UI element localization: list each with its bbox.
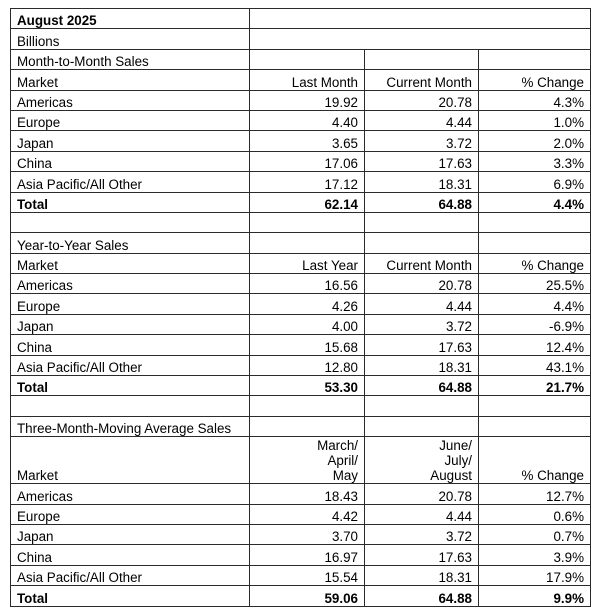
total-label: Total (11, 376, 250, 396)
header-line: April/ (327, 453, 358, 469)
curr-value-cell: 4.44 (365, 294, 479, 314)
empty-cell (479, 396, 591, 416)
market-cell: Japan (11, 131, 250, 151)
table-row (11, 355, 591, 375)
spacer-row (11, 396, 591, 416)
total-prev-value: 53.30 (250, 376, 365, 396)
prev-value-cell: 12.80 (250, 355, 365, 375)
total-curr-value: 64.88 (365, 192, 479, 212)
report-title-row (11, 9, 591, 29)
header-line: June/ (439, 438, 472, 454)
total-pct-change: 9.9% (479, 586, 591, 606)
prev-value-cell: 4.42 (250, 504, 365, 524)
header-line: July/ (444, 453, 472, 469)
empty-cell (365, 416, 479, 436)
pct-change-cell: 4.3% (479, 90, 591, 110)
column-header-pct-change: % Change (479, 253, 591, 273)
pct-change-cell: 17.9% (479, 565, 591, 585)
market-cell: Americas (11, 90, 250, 110)
curr-value-cell: 18.31 (365, 172, 479, 192)
section-title-three-month-average: Three-Month-Moving Average Sales (11, 416, 250, 436)
total-curr-value: 64.88 (365, 586, 479, 606)
total-pct-change: 4.4% (479, 192, 591, 212)
empty-cell (479, 233, 591, 253)
market-cell: Asia Pacific/All Other (11, 355, 250, 375)
spacer-row (11, 212, 591, 232)
column-header-row (11, 437, 591, 484)
empty-cell (365, 233, 479, 253)
total-pct-change: 21.7% (479, 376, 591, 396)
column-header-row (11, 70, 591, 90)
section-title-month-to-month: Month-to-Month Sales (11, 49, 250, 69)
pct-change-cell: 0.7% (479, 524, 591, 544)
curr-value-cell: 20.78 (365, 484, 479, 504)
curr-value-cell: 18.31 (365, 565, 479, 585)
table-row (11, 172, 591, 192)
total-row (11, 586, 591, 606)
pct-change-cell: 3.9% (479, 545, 591, 565)
market-cell: Japan (11, 524, 250, 544)
prev-value-cell: 15.68 (250, 335, 365, 355)
total-prev-value: 59.06 (250, 586, 365, 606)
table-row (11, 484, 591, 504)
header-line: August (430, 468, 472, 484)
total-row (11, 192, 591, 212)
total-row (11, 376, 591, 396)
pct-change-cell: 6.9% (479, 172, 591, 192)
empty-cell (250, 416, 365, 436)
prev-value-cell: 17.06 (250, 151, 365, 171)
table-row (11, 524, 591, 544)
table-row (11, 90, 591, 110)
market-cell: China (11, 151, 250, 171)
empty-cell (11, 212, 250, 232)
section-title-row (11, 49, 591, 69)
table-row (11, 314, 591, 334)
empty-cell (479, 212, 591, 232)
section-title-row (11, 416, 591, 436)
pct-change-cell: 12.7% (479, 484, 591, 504)
table-row (11, 131, 591, 151)
prev-value-cell: 15.54 (250, 565, 365, 585)
pct-change-cell: 12.4% (479, 335, 591, 355)
market-cell: Europe (11, 110, 250, 130)
column-header-current-month: Current Month (365, 70, 479, 90)
empty-cell (479, 49, 591, 69)
prev-value-cell: 16.97 (250, 545, 365, 565)
curr-value-cell: 20.78 (365, 274, 479, 294)
curr-value-cell: 17.63 (365, 151, 479, 171)
section-title-year-to-year: Year-to-Year Sales (11, 233, 250, 253)
curr-value-cell: 3.72 (365, 524, 479, 544)
market-cell: Americas (11, 484, 250, 504)
curr-value-cell: 17.63 (365, 335, 479, 355)
column-header-row (11, 253, 591, 273)
header-line: March/ (317, 438, 358, 454)
sales-report-table (10, 8, 591, 607)
empty-cell (250, 396, 365, 416)
prev-value-cell: 4.40 (250, 110, 365, 130)
pct-change-cell: 2.0% (479, 131, 591, 151)
pct-change-cell: 0.6% (479, 504, 591, 524)
market-cell: Japan (11, 314, 250, 334)
curr-value-cell: 17.63 (365, 545, 479, 565)
table-row (11, 565, 591, 585)
column-header-last-year: Last Year (250, 253, 365, 273)
table-row (11, 504, 591, 524)
table-row (11, 294, 591, 314)
prev-value-cell: 4.26 (250, 294, 365, 314)
empty-cell (250, 212, 365, 232)
market-cell: Asia Pacific/All Other (11, 565, 250, 585)
table-row (11, 335, 591, 355)
market-cell: China (11, 545, 250, 565)
market-cell: Americas (11, 274, 250, 294)
pct-change-cell: 25.5% (479, 274, 591, 294)
empty-cell (250, 29, 591, 49)
table-row (11, 274, 591, 294)
prev-value-cell: 18.43 (250, 484, 365, 504)
column-header-market: Market (11, 70, 250, 90)
prev-value-cell: 17.12 (250, 172, 365, 192)
total-prev-value: 62.14 (250, 192, 365, 212)
market-cell: China (11, 335, 250, 355)
column-header-prev-period (250, 437, 365, 484)
prev-value-cell: 16.56 (250, 274, 365, 294)
column-header-market: Market (11, 437, 250, 484)
curr-value-cell: 3.72 (365, 131, 479, 151)
empty-cell (365, 396, 479, 416)
curr-value-cell: 4.44 (365, 110, 479, 130)
pct-change-cell: 1.0% (479, 110, 591, 130)
table-row (11, 151, 591, 171)
column-header-current-month: Current Month (365, 253, 479, 273)
total-curr-value: 64.88 (365, 376, 479, 396)
empty-cell (250, 233, 365, 253)
curr-value-cell: 3.72 (365, 314, 479, 334)
curr-value-cell: 4.44 (365, 504, 479, 524)
column-header-market: Market (11, 253, 250, 273)
column-header-pct-change: % Change (479, 70, 591, 90)
unit-row (11, 29, 591, 49)
header-line: May (332, 468, 358, 484)
column-header-curr-period (365, 437, 479, 484)
curr-value-cell: 18.31 (365, 355, 479, 375)
pct-change-cell: 3.3% (479, 151, 591, 171)
market-cell: Europe (11, 504, 250, 524)
prev-value-cell: 4.00 (250, 314, 365, 334)
prev-value-cell: 19.92 (250, 90, 365, 110)
empty-cell (11, 396, 250, 416)
market-cell: Asia Pacific/All Other (11, 172, 250, 192)
prev-value-cell: 3.70 (250, 524, 365, 544)
column-header-pct-change: % Change (479, 437, 591, 484)
pct-change-cell: 43.1% (479, 355, 591, 375)
total-label: Total (11, 192, 250, 212)
report-title: August 2025 (11, 9, 250, 29)
pct-change-cell: -6.9% (479, 314, 591, 334)
empty-cell (250, 49, 365, 69)
empty-cell (479, 416, 591, 436)
unit-label: Billions (11, 29, 250, 49)
market-cell: Europe (11, 294, 250, 314)
section-title-row (11, 233, 591, 253)
empty-cell (250, 9, 591, 29)
table-row (11, 110, 591, 130)
table-row (11, 545, 591, 565)
curr-value-cell: 20.78 (365, 90, 479, 110)
total-label: Total (11, 586, 250, 606)
prev-value-cell: 3.65 (250, 131, 365, 151)
empty-cell (365, 49, 479, 69)
empty-cell (365, 212, 479, 232)
pct-change-cell: 4.4% (479, 294, 591, 314)
column-header-last-month: Last Month (250, 70, 365, 90)
